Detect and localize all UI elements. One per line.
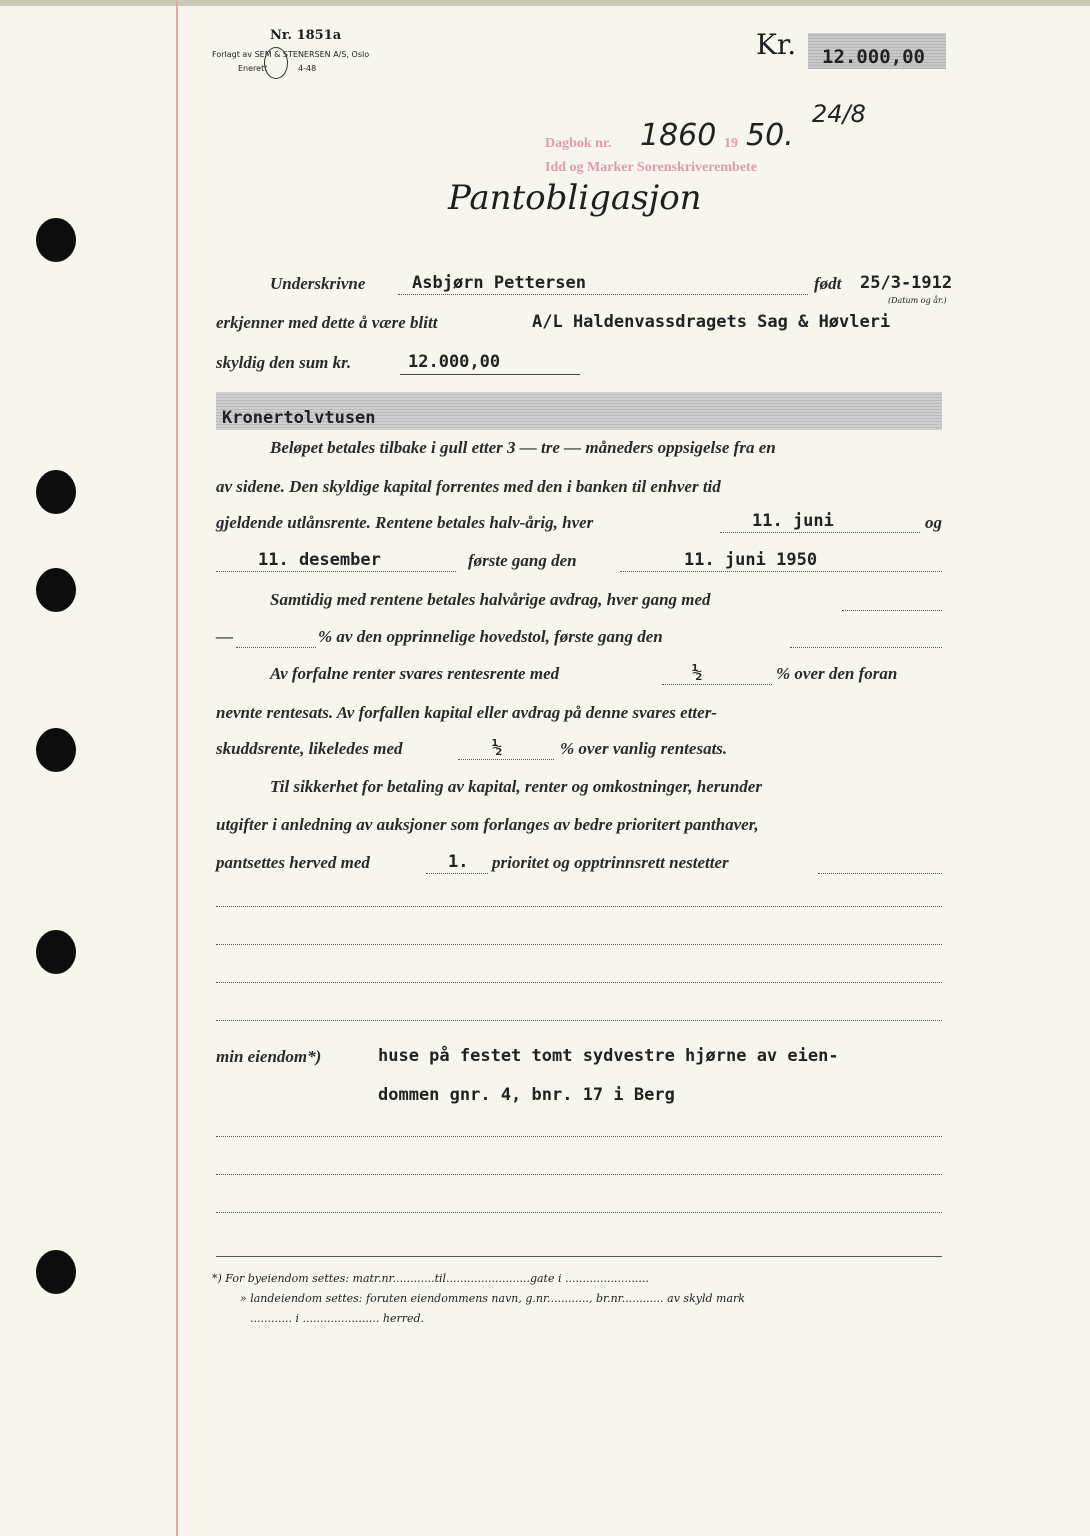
body-line: Samtidig med rentene betales halvårige avdrag, hver gang med xyxy=(270,590,711,609)
body-line: utgifter i anledning av auksjoner som forlanges av bedre prioritert panthaver, xyxy=(216,815,759,834)
document-title: Pantobligasjon xyxy=(448,178,702,218)
property-line-1: huse på festet tomt sydvestre hjørne av eien- xyxy=(378,1046,839,1066)
blank-line xyxy=(216,1212,942,1213)
body-line: og xyxy=(925,513,942,532)
undersigned-name: Asbjørn Pettersen xyxy=(412,273,586,293)
blank-line xyxy=(216,906,942,907)
body-line: Av forfalne renter svares rentesrente med xyxy=(270,664,560,683)
footnote-line: » landeiendom settes: foruten eiendommens navn, g.nr............, br.nr............ av skyld mark xyxy=(240,1292,745,1305)
born-label: født xyxy=(814,274,842,293)
priority: 1. xyxy=(448,852,469,872)
kr-label: Kr. xyxy=(756,28,797,61)
exclusive: Enerett xyxy=(238,64,268,73)
body-line: % over den foran xyxy=(776,664,898,683)
blank-line xyxy=(216,1174,942,1175)
footnote-line: ............ i ...................... herred. xyxy=(250,1312,425,1325)
margin-line xyxy=(176,0,178,1536)
year-prefix: 19 xyxy=(724,136,738,151)
blank-line xyxy=(216,944,942,945)
punch-hole xyxy=(36,728,76,772)
percent-dash: — xyxy=(216,627,233,646)
first-payment-date: 11. juni 1950 xyxy=(684,550,818,570)
footnote-rule xyxy=(216,1256,942,1257)
dagbok-number: 1860 xyxy=(640,118,717,153)
sum-label: skyldig den sum kr. xyxy=(216,353,352,372)
punch-hole xyxy=(36,568,76,612)
creditor-name: A/L Haldenvassdragets Sag & Høvleri xyxy=(532,312,891,332)
sum-words: Kronertolvtusen xyxy=(222,408,376,428)
punch-hole xyxy=(36,1250,76,1294)
punch-hole xyxy=(36,218,76,262)
year-suffix: 50. xyxy=(746,118,794,153)
born-hint: (Datum og år.) xyxy=(888,296,947,305)
body-line: Til sikkerhet for betaling av kapital, renter og omkostninger, herunder xyxy=(270,777,762,796)
body-line: første gang den xyxy=(468,551,577,570)
blank-line xyxy=(216,1020,942,1021)
body-line: % over vanlig rentesats. xyxy=(560,739,728,758)
blank-line xyxy=(216,1136,942,1137)
payment-date-1: 11. juni xyxy=(752,511,834,531)
publisher-logo-icon xyxy=(264,47,288,79)
blank-line xyxy=(216,982,942,983)
footnote-line: *) For byeiendom settes: matr.nr............til........................gate i ........................ xyxy=(212,1272,649,1285)
body-line: % av den opprinnelige hovedstol, første gang den xyxy=(318,627,663,646)
kr-amount: 12.000,00 xyxy=(822,46,925,68)
body-line: Beløpet betales tilbake i gull etter 3 — tre — måneders oppsigelse fra en xyxy=(270,438,776,457)
born-date: 25/3-1912 xyxy=(860,273,953,293)
sum-amount: 12.000,00 xyxy=(408,352,501,372)
body-line: prioritet og opptrinnsrett nestetter xyxy=(492,853,729,872)
body-line: nevnte rentesats. Av forfallen kapital eller avdrag på denne svares etter- xyxy=(216,703,717,722)
form-number: Nr. 1851a xyxy=(270,28,342,43)
publisher: Forlagt av SEM & STENERSEN A/S, Oslo xyxy=(212,50,370,59)
payment-date-2: 11. desember xyxy=(258,550,381,570)
punch-hole xyxy=(36,930,76,974)
body-line: skuddsrente, likeledes med xyxy=(216,739,403,758)
body-line: av sidene. Den skyldige kapital forrentes med den i banken til enhver tid xyxy=(216,477,721,496)
punch-hole xyxy=(36,470,76,514)
page-edge xyxy=(0,0,1090,6)
court-office: Idd og Marker Sorenskriverembete xyxy=(545,160,757,175)
edition: 4-48 xyxy=(298,64,317,73)
interest-fraction: ½ xyxy=(692,663,703,683)
registration-date: 24/8 xyxy=(812,100,866,128)
body-line: gjeldende utlånsrente. Rentene betales halv-årig, hver xyxy=(216,513,594,532)
creditor-label: erkjenner med dette å være blitt xyxy=(216,313,438,332)
property-label: min eiendom*) xyxy=(216,1047,322,1066)
property-line-2: dommen gnr. 4, bnr. 17 i Berg xyxy=(378,1085,675,1105)
penalty-fraction: ½ xyxy=(492,738,503,758)
undersigned-label: Underskrivne xyxy=(270,274,366,293)
body-line: pantsettes herved med xyxy=(216,853,370,872)
dagbok-label: Dagbok nr. xyxy=(545,136,612,151)
